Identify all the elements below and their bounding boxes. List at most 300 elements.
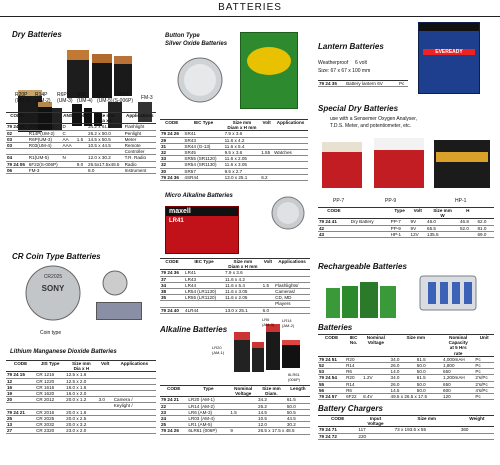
table-cell: 03 bbox=[6, 143, 28, 149]
dry-label-r6p: R6P bbox=[57, 92, 67, 98]
table-cell: LR1 (AM-5) bbox=[187, 422, 229, 428]
table-cell: 26.0 bbox=[390, 363, 416, 369]
th: CODE bbox=[6, 113, 28, 124]
table-cell: PP-7 bbox=[390, 219, 410, 225]
th: Volt bbox=[98, 361, 113, 372]
dry-title: Dry Batteries bbox=[12, 30, 62, 39]
table-cell bbox=[459, 231, 476, 237]
th: Size mm bbox=[390, 335, 443, 357]
table-cell: 52.0 bbox=[459, 225, 476, 231]
table-cell: 61.5 bbox=[416, 375, 442, 381]
table-cell: 29 bbox=[160, 137, 183, 143]
special-label-pp9: PP-9 bbox=[385, 198, 397, 204]
sony-coin bbox=[18, 264, 88, 322]
table-cell bbox=[273, 174, 308, 180]
lithium-table bbox=[6, 360, 156, 434]
special-table bbox=[318, 207, 494, 238]
th: Size mm Dia x L bbox=[87, 113, 124, 124]
table-cell: 50.5 bbox=[286, 409, 310, 415]
table-cell: R6 bbox=[345, 387, 362, 393]
table-cell: 79 24 21 bbox=[6, 409, 35, 415]
dry-label-um3: (UM-3) bbox=[57, 98, 73, 104]
table-cell: 79 24 71 bbox=[318, 427, 357, 433]
table-cell: 9 bbox=[229, 428, 257, 434]
table-cell: 65.5 bbox=[426, 225, 459, 231]
table-cell: D bbox=[62, 124, 76, 130]
table-cell: 9.5 x 2.7 bbox=[224, 168, 261, 174]
th: Volt bbox=[410, 208, 427, 219]
coin-title: CR Coin Type Batteries bbox=[12, 252, 101, 261]
dry-label-r14p: R14P bbox=[35, 92, 48, 98]
table-cell: 1.5 bbox=[76, 136, 87, 142]
gp-package bbox=[240, 32, 298, 109]
table-cell: 30.2 bbox=[286, 422, 310, 428]
table-row bbox=[318, 416, 494, 427]
table-cell: CR 2016 bbox=[35, 409, 65, 415]
th: Applications bbox=[124, 113, 156, 124]
table-cell: 19 bbox=[6, 391, 35, 397]
table-cell: Pc bbox=[474, 394, 494, 400]
alkaline-table bbox=[160, 385, 310, 435]
table-cell: Dry Battery bbox=[350, 219, 390, 225]
lantern-weatherproof: Weatherproof bbox=[318, 60, 349, 66]
dry-label-um2: (UM-2) bbox=[35, 98, 51, 104]
table-cell: 02 bbox=[6, 130, 28, 136]
th: IEC Type bbox=[184, 259, 224, 270]
table-cell: LR20 (AM-1) bbox=[187, 397, 229, 403]
table-cell: 44.5 bbox=[286, 416, 310, 422]
table-cell: LR14 (AM-2) bbox=[187, 403, 229, 409]
table-row bbox=[160, 386, 310, 397]
special-title: Special Dry Batteries bbox=[318, 104, 399, 113]
table-cell: 11.6 x 3.05 bbox=[224, 289, 262, 295]
dry-table bbox=[6, 112, 156, 174]
table-cell: 6F22 bbox=[345, 394, 362, 400]
table-cell bbox=[62, 167, 76, 173]
table-cell: T.R. Radio bbox=[124, 155, 156, 161]
dry-label-um5: (UM-5) bbox=[97, 98, 113, 104]
table-cell: 16.0 x 1.6 bbox=[65, 384, 97, 390]
sony-brand: SONY bbox=[41, 284, 65, 293]
th: CODE bbox=[160, 259, 184, 270]
table-row bbox=[318, 81, 408, 87]
table-row bbox=[318, 335, 494, 357]
table-cell: CR 2012 bbox=[35, 397, 65, 403]
table-cell: R6 bbox=[345, 369, 362, 375]
th: Type bbox=[187, 386, 229, 397]
table-row bbox=[6, 136, 156, 142]
table-cell: 12V bbox=[410, 231, 427, 237]
table-cell: 9V bbox=[410, 225, 427, 231]
table-cell: 62.0 bbox=[476, 219, 494, 225]
th: Size mm bbox=[394, 416, 460, 427]
table-cell: Keylight / bbox=[113, 403, 156, 409]
table-cell: 600 bbox=[442, 387, 474, 393]
lithium-title: Lithium Manganese Dioxide Batteries bbox=[10, 349, 117, 355]
table-row bbox=[160, 428, 310, 434]
table-cell: 16 bbox=[6, 384, 35, 390]
table-cell: R20 bbox=[345, 375, 362, 381]
th: Volt bbox=[76, 113, 87, 124]
th: CODE bbox=[160, 120, 183, 131]
table-cell: 1.2V bbox=[362, 375, 389, 381]
table-cell: 8.4V bbox=[362, 394, 389, 400]
table-cell bbox=[274, 307, 310, 313]
table-cell bbox=[350, 231, 390, 237]
special-desc2: T.D.S. Meter, and potentiometer, etc. bbox=[330, 123, 412, 129]
micro-table bbox=[160, 258, 310, 314]
table-cell: 2's/Pc bbox=[474, 375, 494, 381]
table-cell: 34.2 x 61.5 bbox=[87, 124, 124, 130]
table-cell: R1(UM-5) bbox=[28, 155, 62, 161]
th: Type bbox=[390, 208, 410, 219]
table-cell: Meter bbox=[124, 136, 156, 142]
table-row bbox=[160, 120, 308, 131]
chargers-table bbox=[318, 415, 494, 440]
table-cell: LR55 (LR1120) bbox=[184, 295, 224, 301]
table-cell: 50.0 bbox=[416, 363, 442, 369]
table-cell: 1.5 bbox=[262, 282, 275, 288]
table-cell: SR41 bbox=[183, 131, 223, 137]
table-cell: 12.0 bbox=[257, 422, 286, 428]
alk-label-lr6: LR6 (AM-3) bbox=[262, 317, 275, 327]
table-cell: 9.0 bbox=[76, 161, 87, 167]
table-cell: R20 bbox=[345, 356, 362, 362]
lantern-title: Lantern Batteries bbox=[318, 42, 384, 51]
table-cell: CR 2025 bbox=[35, 415, 65, 421]
alk-label-6lr61: 6LR61 (006P) bbox=[288, 372, 301, 382]
maxell-package bbox=[165, 206, 239, 254]
dry-label-6f22: 6F22 bbox=[117, 92, 129, 98]
table-cell: 650 bbox=[442, 381, 474, 387]
table-cell: Players bbox=[274, 301, 310, 307]
th: Length bbox=[286, 386, 310, 397]
batteries-title: Batteries bbox=[318, 323, 353, 332]
table-cell: 23.0 x 2.0 bbox=[65, 428, 97, 434]
table-cell: LR43 bbox=[184, 276, 224, 282]
table-cell: R03(UM-4) bbox=[28, 143, 62, 149]
lantern-battery bbox=[418, 22, 480, 94]
table-cell: 50.0 bbox=[416, 387, 442, 393]
table-row bbox=[318, 433, 494, 439]
table-cell: Instrument bbox=[124, 167, 156, 173]
dry-label-r1: R1 bbox=[97, 92, 104, 98]
th: Size mm Diam x H mm bbox=[224, 120, 261, 131]
th: Nominal Capacity at 5 Hrs rate bbox=[442, 335, 474, 357]
coin-caption: Coin type bbox=[40, 330, 62, 336]
rechargeable-photo bbox=[320, 272, 496, 322]
table-row bbox=[6, 161, 156, 167]
table-cell: 11.6 x 2.05 bbox=[224, 156, 261, 162]
table-cell: 79 24 35 bbox=[318, 81, 345, 87]
table-cell: 43 bbox=[318, 231, 350, 237]
table-cell: R20P(UM-1) bbox=[28, 124, 62, 130]
table-cell: 32 bbox=[160, 150, 183, 156]
table-cell: CD, MD bbox=[274, 295, 310, 301]
button-title2: Silver Oxide Batteries bbox=[165, 41, 228, 47]
table-cell: 16.0 x 2.0 bbox=[65, 391, 97, 397]
table-cell: 6.2 bbox=[260, 174, 273, 180]
chargers-title: Battery Chargers bbox=[318, 404, 383, 413]
table-cell: 11.6 x 3.05 bbox=[224, 162, 261, 168]
table-cell: 360 bbox=[460, 427, 494, 433]
table-cell: Battery lantern 6V bbox=[345, 81, 398, 87]
table-cell: Penlight bbox=[124, 130, 156, 136]
table-cell: SR55 (SR1120) bbox=[183, 156, 223, 162]
th: Size mm Diam. bbox=[257, 386, 286, 397]
table-cell: 22 bbox=[160, 403, 187, 409]
rechargeable-title: Rechargeable Batteries bbox=[318, 262, 407, 271]
th: CODE bbox=[318, 208, 350, 219]
th: JIS Type bbox=[35, 361, 65, 372]
table-cell: Watches bbox=[273, 150, 308, 156]
th: Nominal Voltage bbox=[229, 386, 257, 397]
table-cell: SR54 (SR1130) bbox=[183, 162, 223, 168]
table-cell: Cameras/ bbox=[274, 289, 310, 295]
dry-label-fm3: FM-3 bbox=[141, 95, 153, 101]
table-cell: 04 bbox=[6, 155, 28, 161]
table-cell: CR 1620 bbox=[35, 391, 65, 397]
table-cell: 52 bbox=[318, 363, 345, 369]
table-cell: 46.0 bbox=[426, 219, 459, 225]
th: Size mm Diam x H mm bbox=[224, 259, 262, 270]
table-cell: 61.5 bbox=[286, 397, 310, 403]
table-cell: 4SR44 bbox=[183, 174, 223, 180]
table-cell: 117 bbox=[357, 427, 393, 433]
table-cell: 33 bbox=[160, 156, 183, 162]
table-cell: 8.0 bbox=[87, 167, 124, 173]
table-cell: 79 24 26 bbox=[160, 131, 183, 137]
table-cell: Controller bbox=[124, 149, 156, 155]
table-cell: 50.0 bbox=[286, 403, 310, 409]
th: Size mm Dia x H bbox=[65, 361, 97, 372]
table-cell: 12.5 x 1.6 bbox=[65, 372, 97, 378]
th: Input Voltage bbox=[357, 416, 393, 427]
table-cell: 20 bbox=[6, 397, 35, 403]
table-cell: 79 24 51 bbox=[318, 356, 345, 362]
table-cell: Pc bbox=[474, 369, 494, 375]
table-cell: 14.0 bbox=[390, 369, 416, 375]
table-cell: 7.9 x 3.6 bbox=[224, 270, 262, 276]
maxell-model: LR41 bbox=[169, 218, 184, 224]
table-cell: 11.6 x 4.2 bbox=[224, 276, 262, 282]
micro-coin bbox=[270, 195, 306, 231]
table-cell: SR57 bbox=[183, 168, 223, 174]
table-cell: 56 bbox=[318, 387, 345, 393]
table-cell: 20.0 x 1.2 bbox=[65, 397, 97, 403]
table-cell: 50.0 bbox=[416, 381, 442, 387]
table-cell: Pc bbox=[398, 81, 408, 87]
th: Size mm W bbox=[426, 208, 459, 219]
table-cell: 11.6 x 4.2 bbox=[224, 137, 261, 143]
button-title1: Button Type bbox=[165, 33, 200, 39]
table-cell: FM-3 bbox=[28, 167, 62, 173]
table-cell: 13.0 x 25.1 bbox=[224, 307, 262, 313]
special-desc1: use with a Sensemer Oxygen Analyser, bbox=[330, 116, 417, 122]
table-cell: 81.0 bbox=[476, 225, 494, 231]
table-cell: 20.0 x 3.2 bbox=[65, 422, 97, 428]
table-cell: SR45 bbox=[183, 150, 223, 156]
table-cell: Flashlights/ bbox=[274, 282, 310, 288]
small-coin bbox=[102, 270, 128, 296]
table-cell: Radio bbox=[124, 161, 156, 167]
table-cell bbox=[113, 428, 156, 434]
th: Applications bbox=[273, 120, 308, 131]
table-cell: 12.0 x 30.2 bbox=[87, 155, 124, 161]
table-cell: CR 2320 bbox=[35, 428, 65, 434]
th: IEC Type bbox=[183, 120, 223, 131]
table-cell: 37 bbox=[160, 276, 184, 282]
table-cell: Pc bbox=[474, 356, 494, 362]
table-cell: 2's/Pc bbox=[474, 381, 494, 387]
table-cell: 34 bbox=[160, 282, 184, 288]
table-cell: 79 24 21 bbox=[160, 397, 187, 403]
table-cell: 26.0 bbox=[390, 381, 416, 387]
table-cell: 79 24 40 bbox=[160, 307, 184, 313]
table-cell: 1.5 bbox=[229, 409, 257, 415]
table-cell: 120 bbox=[442, 394, 474, 400]
lantern-brand: EVEREADY bbox=[423, 49, 475, 55]
table-cell: 20.0 x 1.6 bbox=[65, 409, 97, 415]
table-cell: 25 bbox=[160, 422, 187, 428]
table-cell: LR54 (LR1130) bbox=[184, 289, 224, 295]
table-cell: 11.6 x 5.4 bbox=[224, 282, 262, 288]
table-cell: 4LR44 bbox=[184, 307, 224, 313]
table-row bbox=[6, 361, 156, 372]
table-cell: C bbox=[62, 130, 76, 136]
table-cell: Remote bbox=[124, 143, 156, 149]
table-row bbox=[318, 394, 494, 400]
alk-label-lr14: LR14 (AM-2) bbox=[282, 318, 295, 328]
dry-label-um1: (UM-1) bbox=[15, 98, 31, 104]
table-cell: 220 bbox=[357, 433, 393, 439]
table-cell bbox=[460, 433, 494, 439]
table-cell: 11.6 x 5.4 bbox=[224, 143, 261, 149]
table-cell: 31 bbox=[160, 143, 183, 149]
table-cell: CR 2032 bbox=[35, 422, 65, 428]
table-cell: 4's/Pc bbox=[474, 387, 494, 393]
table-cell: 13.0 x 25.1 bbox=[224, 174, 261, 180]
table-cell: 14.5 bbox=[257, 409, 286, 415]
table-cell: 79 24 36 bbox=[160, 174, 183, 180]
table-cell: HP-1 bbox=[390, 231, 410, 237]
micro-title: Micro Alkaline Batteries bbox=[165, 193, 233, 199]
th: IEC No. bbox=[345, 335, 362, 357]
th bbox=[476, 208, 494, 219]
table-cell: 14.5 x 50.5 bbox=[87, 136, 124, 142]
table-cell bbox=[98, 428, 113, 434]
table-cell: 9V bbox=[410, 219, 427, 225]
special-label-hp1: HP-1 bbox=[455, 198, 467, 204]
table-cell: 79 24 05 bbox=[6, 161, 28, 167]
table-cell: 69.0 bbox=[476, 231, 494, 237]
table-cell: 9.5 x 3.6 bbox=[224, 150, 261, 156]
table-cell: 1,800 bbox=[442, 363, 474, 369]
table-cell: 26.2 x 50.0 bbox=[87, 130, 124, 136]
alk-label-lr20: LR20 (AM-1) bbox=[212, 345, 225, 355]
table-cell: CR 1616 bbox=[35, 384, 65, 390]
table-cell: 30 bbox=[160, 168, 183, 174]
th: Weight bbox=[460, 416, 494, 427]
table-cell: 79 24 15 bbox=[6, 372, 35, 378]
table-cell: 20.0 x 2.5 bbox=[65, 415, 97, 421]
table-cell: 650 bbox=[442, 369, 474, 375]
table-cell: 55 bbox=[318, 381, 345, 387]
button-photo bbox=[175, 55, 225, 105]
table-cell: 03 bbox=[6, 136, 28, 142]
table-row bbox=[160, 307, 310, 313]
table-cell bbox=[76, 167, 87, 173]
table-cell: 135.5 bbox=[426, 231, 459, 237]
dry-label-um4: (UM-4) bbox=[77, 98, 93, 104]
dry-label-r20p: R20P bbox=[15, 92, 28, 98]
table-cell: 79 24 72 bbox=[318, 433, 357, 439]
table-cell: AA bbox=[62, 136, 76, 142]
table-cell: 42 bbox=[318, 225, 350, 231]
table-cell: R6P(UM-3) bbox=[28, 136, 62, 142]
lantern-table bbox=[318, 80, 408, 87]
th: ANSI bbox=[62, 113, 76, 124]
th: Volt bbox=[262, 259, 275, 270]
sony-model: CR2025 bbox=[43, 274, 63, 280]
th: CODE bbox=[318, 416, 357, 427]
table-cell: 1,200mAH bbox=[442, 375, 474, 381]
table-cell: 26.2 bbox=[257, 403, 286, 409]
table-cell: N bbox=[62, 155, 76, 161]
table-cell: LR6 (AM-3) bbox=[187, 409, 229, 415]
table-cell: 35 bbox=[160, 295, 184, 301]
table-row bbox=[6, 428, 156, 434]
table-cell: CR 1220 bbox=[35, 378, 65, 384]
table-cell: 27 bbox=[6, 428, 35, 434]
table-cell: R14P(UM-2) bbox=[28, 130, 62, 136]
table-cell: SR44 (G-13) bbox=[183, 143, 223, 149]
table-cell: 6LR61 (006P) bbox=[187, 428, 229, 434]
special-photo bbox=[318, 134, 494, 196]
table-cell: 79 24 26 bbox=[160, 428, 187, 434]
table-cell: 10.5 x 44.5 bbox=[87, 143, 124, 149]
table-cell: 73 x 193.5 x 55 bbox=[394, 427, 460, 433]
page-title: BATTERIES bbox=[0, 0, 500, 17]
table-cell: 79 24 01 bbox=[6, 124, 28, 130]
table-cell: 49.5 x 26.5 x 17.5 bbox=[390, 394, 443, 400]
table-row bbox=[318, 231, 494, 237]
th bbox=[350, 208, 390, 219]
th: Applications bbox=[274, 259, 310, 270]
table-cell: 4,000mAH bbox=[442, 356, 474, 362]
table-cell: R14 bbox=[345, 363, 362, 369]
table-cell: Flashlight bbox=[124, 124, 156, 130]
table-cell: 79 24 57 bbox=[318, 394, 345, 400]
table-cell: 53 bbox=[318, 369, 345, 375]
th: H bbox=[459, 208, 476, 219]
table-cell: 23 bbox=[160, 409, 187, 415]
table-cell: 46.8 bbox=[459, 219, 476, 225]
table-cell: 06 bbox=[6, 167, 28, 173]
th: CODE bbox=[6, 361, 35, 372]
table-cell: 26.5 x 17.5 x 48.5 bbox=[257, 428, 310, 434]
batteries-table bbox=[318, 334, 494, 400]
th: Volt bbox=[260, 120, 273, 131]
table-cell: 38 bbox=[160, 289, 184, 295]
table-cell: LR41 bbox=[184, 270, 224, 276]
table-cell: LR03 (AM-4) bbox=[187, 416, 229, 422]
table-cell: 14.5 bbox=[390, 387, 416, 393]
table-cell: 79 24 41 bbox=[318, 219, 350, 225]
maxell-brand: maxell bbox=[166, 207, 238, 216]
table-cell: 10.5 bbox=[257, 416, 286, 422]
special-label-pp7: PP-7 bbox=[333, 198, 345, 204]
